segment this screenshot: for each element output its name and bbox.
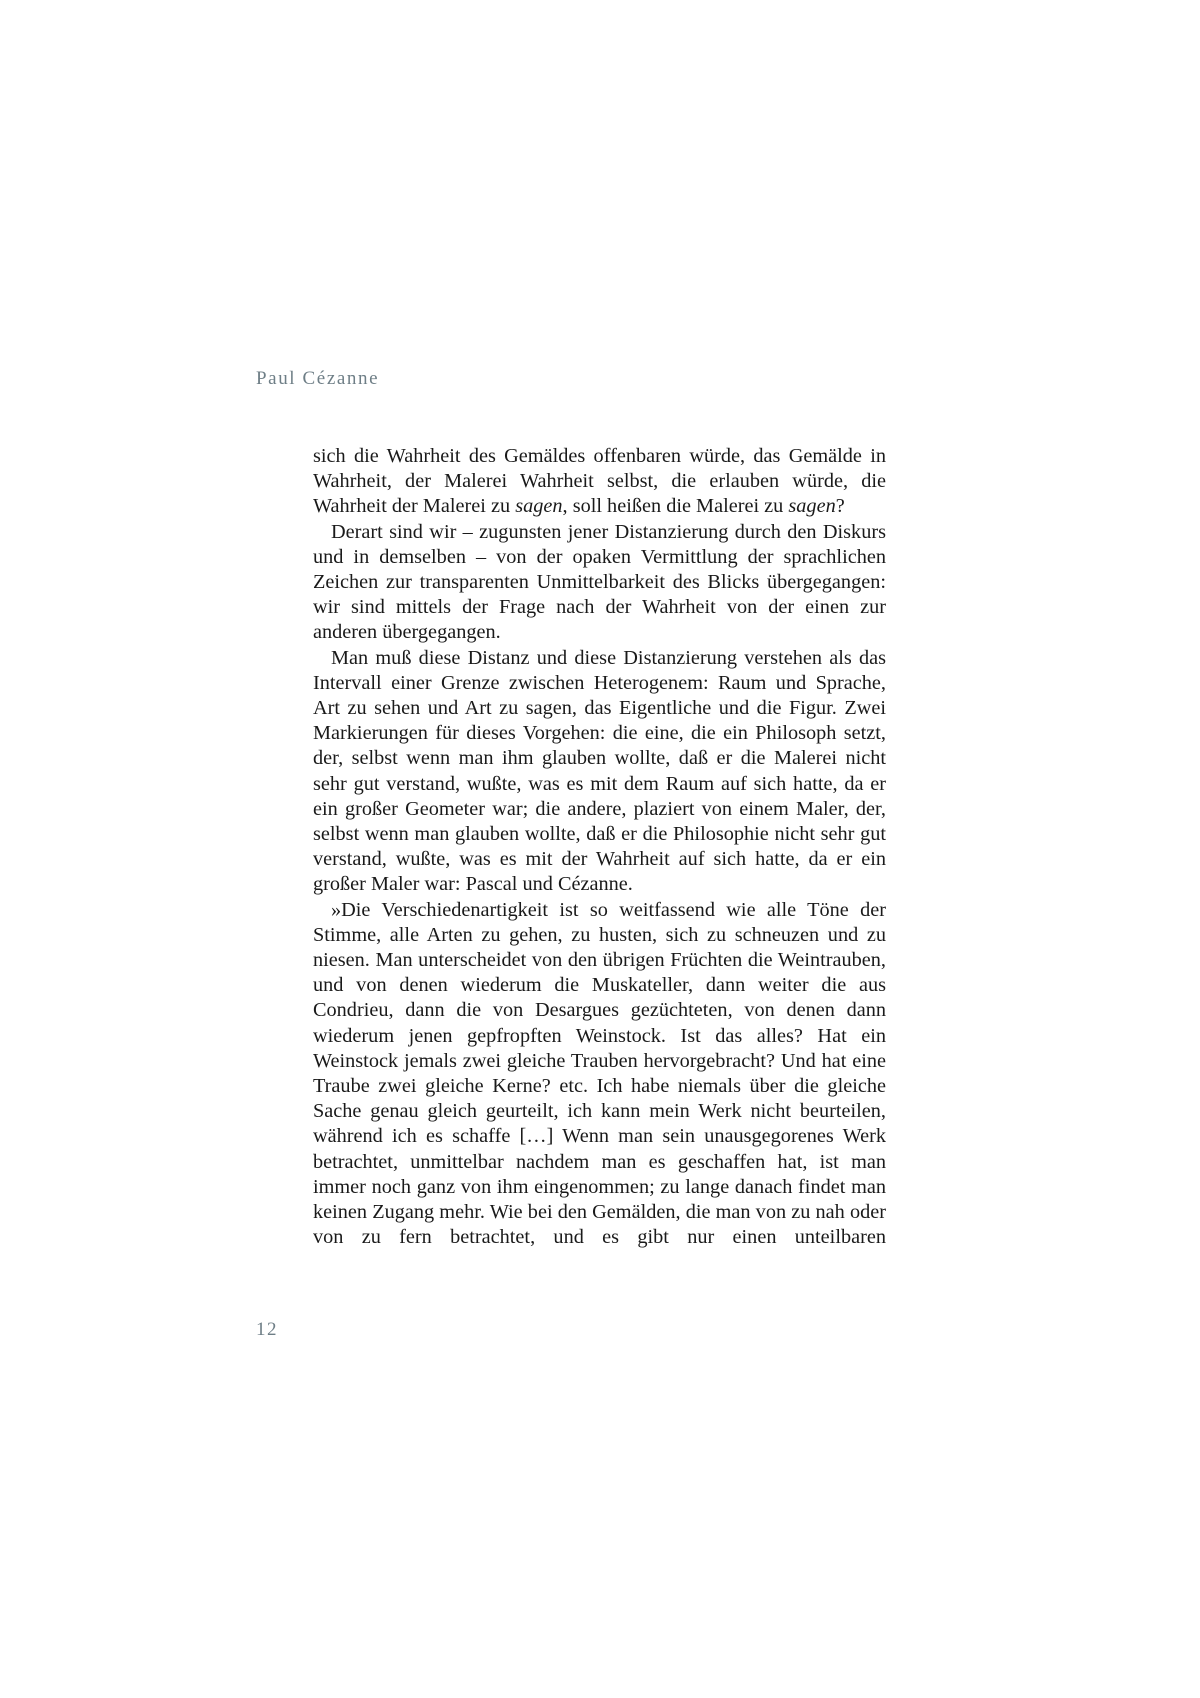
page-number: 12 — [256, 1319, 278, 1340]
paragraph-4 — [313, 898, 886, 1251]
text-run: »Die Verschiedenartigkeit ist so weitfassend wie alle Töne der Stimme, alle Arten zu gehen, zu husten, sich zu schneuzen und zu niesen. Man unterscheidet von den übrigen Früchten die Weintrauben, und von denen wiederum die Muskateller, dann weiter die aus Condrieu, dann die von Desargues gezüchteten, von denen dann wiederum jenen gepfropften Weinstock. Ist das alles? Hat ein Weinstock jemals zwei gleiche Trauben hervorgebracht? Und hat eine Traube zwei gleiche Kerne? etc. Ich habe niemals über die gleiche Sache genau gleich geurteilt, ich kann mein Werk nicht beurteilen, während ich es schaffe […] Wenn man sein unausgegorenes Werk betrachtet, unmittelbar nachdem man es geschaffen hat, ist man immer noch ganz von ihm eingenommen; zu lange danach findet man keinen Zugang mehr. Wie bei den Gemälden, die man von zu nah oder von zu fern betrachtet, und es gibt nur einen unteilbaren — [313, 898, 886, 1249]
running-head-title: Paul Cézanne — [256, 368, 380, 389]
paragraph-3 — [313, 646, 886, 898]
italic-emphasis: sagen — [788, 495, 836, 518]
text-run: Man muß diese Distanz und diese Distanzierung verstehen als das Intervall einer Grenze zwischen Heterogenem: Raum und Sprache, Art zu sehen und Art zu sagen, das Eigentliche und die Figur. Zwei Markierungen für dieses Vorgehen: die eine, die ein Philosoph setzt, der, selbst wenn man ihm glauben wollte, daß er die Malerei nicht sehr gut verstand, wußte, was es mit dem Raum auf sich hatte, da er ein großer Geometer war; die andere, plaziert von einem Maler, der, selbst wenn man glauben wollte, daß er die Philosophie nicht sehr gut verstand, wußte, was es mit der Wahrheit auf sich hatte, da er ein großer Maler war: Pascal und Cézanne. — [313, 646, 886, 896]
italic-emphasis: sagen — [515, 495, 563, 518]
text-run: ? — [835, 495, 845, 518]
paragraph-1 — [313, 444, 886, 520]
body-text — [313, 444, 886, 1251]
paragraph-2 — [313, 520, 886, 646]
text-run: , soll heißen die Malerei zu — [562, 495, 789, 518]
text-run: Derart sind wir – zugunsten jener Distanzierung durch den Diskurs und in demselben – von der opaken Vermittlung der sprachlichen Zeichen zur transparenten Unmittelbarkeit des Blicks übergegangen: wir sind mittels der Frage nach der Wahrheit von der einen zur anderen übergegangen. — [313, 520, 886, 644]
text-run: sich die Wahrheit des Gemäldes offenbaren würde, das Gemälde in Wahrheit, der Malerei Wahrheit selbst, die erlauben würde, die Wahrheit der Malerei zu — [313, 445, 886, 518]
